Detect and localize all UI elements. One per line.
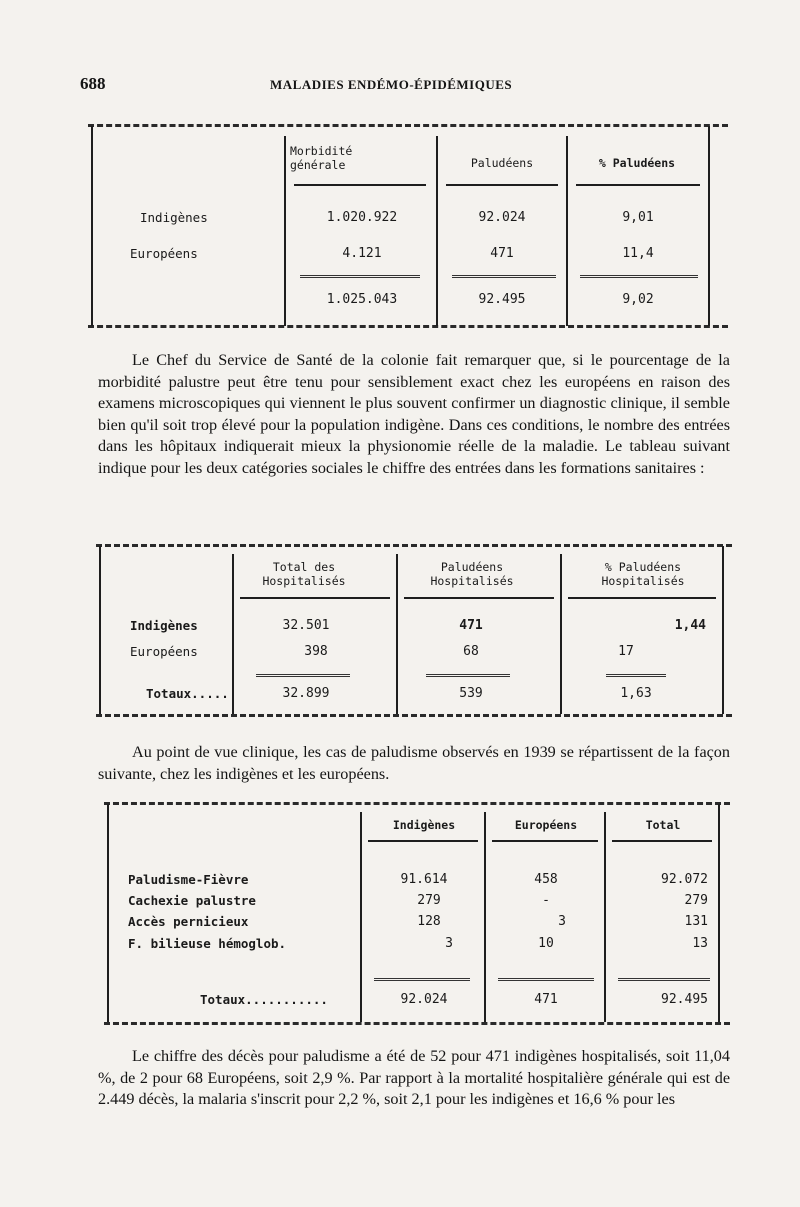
table-cell: 4.121: [342, 246, 382, 261]
table-cell: 68: [463, 644, 479, 659]
table-cell: 9,01: [622, 210, 654, 225]
total-cell: 9,02: [622, 292, 654, 307]
total-rule: [452, 275, 556, 278]
table-left-border: [99, 546, 101, 714]
paragraph: [98, 742, 730, 785]
total-rule: [256, 674, 350, 677]
column-header: Total des Hospitalisés: [262, 560, 346, 588]
table-cell: 92.024: [478, 210, 526, 225]
column-divider: [396, 554, 398, 714]
paragraph: [98, 350, 730, 480]
table-right-border: [722, 546, 724, 714]
total-rule: [580, 275, 698, 278]
table-cell: 11,4: [622, 246, 654, 261]
table-cell: 128: [417, 914, 441, 929]
table-top-border: [104, 802, 730, 805]
table-cell: -: [542, 893, 550, 908]
total-cell: 539: [459, 686, 483, 701]
total-cell: 471: [534, 992, 558, 1007]
column-divider: [560, 554, 562, 714]
table-cell: 1.020.922: [326, 210, 398, 225]
header-rule: [240, 597, 390, 599]
table-cell: 471: [490, 246, 514, 261]
table-cell: 279: [417, 893, 441, 908]
page-header: [80, 74, 730, 98]
paragraph-text: Au point de vue clinique, les cas de paludisme observés en 1939 se répartissent de la façon suivante, chez les indigènes et les européens.: [98, 743, 730, 783]
total-label: Totaux...........: [200, 992, 328, 1007]
table-bottom-border: [96, 714, 732, 717]
header-rule: [568, 597, 716, 599]
page-number: 688: [80, 74, 106, 93]
table-cell: 32.501: [282, 618, 330, 633]
table-right-border: [718, 804, 720, 1022]
total-rule: [606, 674, 666, 677]
row-label: Accès pernicieux: [128, 914, 249, 929]
paragraph: [98, 1046, 730, 1111]
row-label: Cachexie palustre: [128, 893, 256, 908]
clinical-forms-table: [104, 798, 730, 1030]
column-divider: [284, 136, 286, 326]
total-cell: 92.495: [478, 292, 526, 307]
table-cell: 398: [304, 644, 328, 659]
total-rule: [618, 978, 710, 981]
column-header: Paludéens Hospitalisés: [430, 560, 514, 588]
paragraph-text: Le Chef du Service de Santé de la colonie fait remarquer que, si le pourcentage de la morbidité palustre peut être tenu pour sensiblement exact chez les européens en raison des examens microscopiques qui viennent le plus souvent confirmer un diagnostic clinique, il semble bien qu'il soit trop élevé pour la population indigène. Dans ces conditions, le nombre des entrées dans les hôpitaux indiquerait mieux la physionomie réelle de la maladie. Le tableau suivant indique pour les deux catégories sociales le chiffre des entrées dans les formations sanitaires :: [98, 351, 730, 477]
table-cell: 3: [445, 936, 453, 951]
column-divider: [484, 812, 486, 1022]
column-header: Européens: [514, 818, 578, 832]
column-divider: [232, 554, 234, 714]
total-label: Totaux.....: [146, 686, 229, 701]
column-header: Indigènes: [392, 818, 456, 832]
header-rule: [492, 840, 598, 842]
paragraph-text: Le chiffre des décès pour paludisme a été de 52 pour 471 indigènes hospitalisés, soit 11,04 %, de 2 pour 68 Européens, soit 2,9 %. Par rapport à la mortalité hospitalière générale qui est de 2.449 décès, la malaria s'inscrit pour 2,2 %, soit 2,1 pour les indigènes et 16,6 % pour les: [98, 1047, 730, 1109]
total-cell: 92.024: [400, 992, 448, 1007]
row-label: Indigènes: [140, 210, 208, 225]
total-cell: 1,63: [620, 686, 652, 701]
morbidity-table: [88, 120, 728, 332]
column-header: Total: [645, 818, 681, 832]
row-label: Paludisme-Fièvre: [128, 872, 249, 887]
table-cell: 279: [684, 893, 708, 908]
header-rule: [368, 840, 478, 842]
table-cell: 92.072: [661, 872, 708, 887]
total-rule: [498, 978, 594, 981]
column-divider: [360, 812, 362, 1022]
table-right-border: [708, 126, 710, 326]
header-rule: [612, 840, 712, 842]
total-cell: 92.495: [661, 992, 708, 1007]
running-title: MALADIES ENDÉMO-ÉPIDÉMIQUES: [270, 77, 513, 92]
total-rule: [374, 978, 470, 981]
header-rule: [446, 184, 558, 186]
header-rule: [576, 184, 700, 186]
total-rule: [426, 674, 510, 677]
table-top-border: [96, 544, 732, 547]
table-cell: 10: [538, 936, 554, 951]
table-cell: 91.614: [400, 872, 448, 887]
table-bottom-border: [104, 1022, 730, 1025]
column-header: Morbidité générale: [290, 144, 353, 172]
total-cell: 1.025.043: [326, 292, 398, 307]
header-rule: [404, 597, 554, 599]
table-bottom-border: [88, 325, 728, 328]
table-cell: 131: [684, 914, 708, 929]
table-left-border: [91, 126, 93, 326]
header-rule: [294, 184, 426, 186]
table-left-border: [107, 804, 109, 1022]
row-label: Européens: [130, 644, 198, 659]
table-cell: 458: [534, 872, 558, 887]
table-cell: 1,44: [674, 618, 706, 633]
table-cell: 3: [558, 914, 566, 929]
row-label: F. bilieuse hémoglob.: [128, 936, 287, 951]
total-cell: 32.899: [282, 686, 330, 701]
hospitalisation-table: [96, 540, 732, 720]
column-header: % Paludéens Hospitalisés: [601, 560, 685, 588]
table-cell: 17: [618, 644, 634, 659]
column-header: Paludéens: [470, 156, 534, 170]
column-header: % Paludéens: [598, 156, 676, 170]
total-rule: [300, 275, 420, 278]
row-label: Indigènes: [130, 618, 198, 633]
table-top-border: [88, 124, 728, 127]
table-cell: 13: [692, 936, 708, 951]
row-label: Européens: [130, 246, 198, 261]
table-cell: 471: [459, 618, 483, 633]
